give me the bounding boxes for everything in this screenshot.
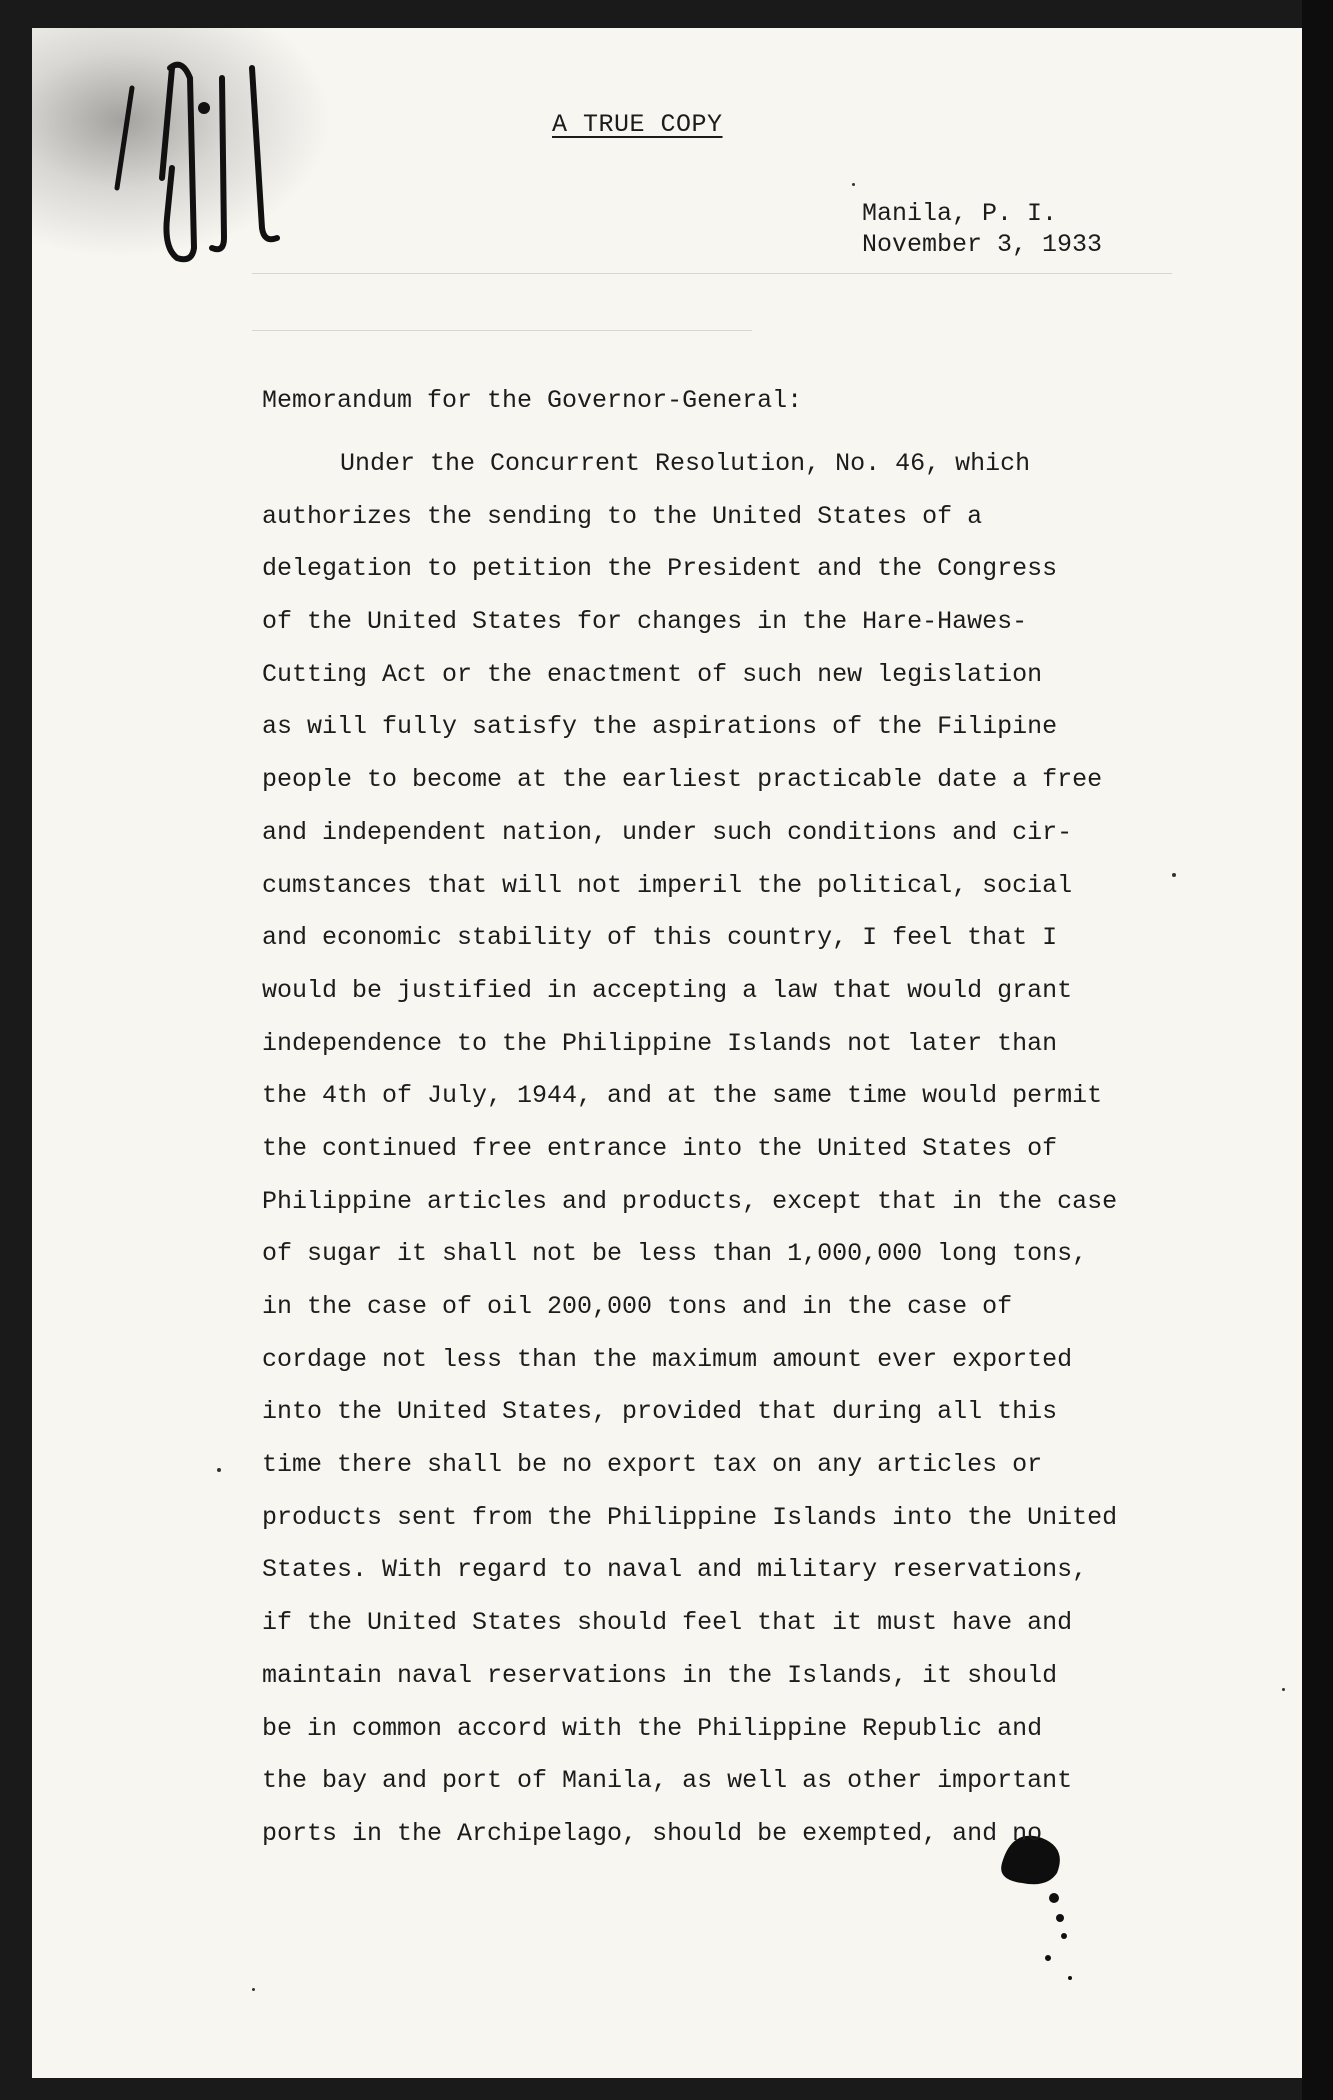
body-line: maintain naval reservations in the Islands, it should	[262, 1660, 1058, 1690]
scan-border	[1302, 0, 1333, 2100]
paper-speck	[217, 1468, 221, 1472]
show-through-line	[252, 273, 1172, 274]
body-line: of the United States for changes in the Hare-Hawes-	[262, 607, 1028, 637]
paper-speck	[1282, 1688, 1285, 1691]
salutation: Memorandum for the Governor-General:	[262, 386, 803, 415]
body-line: independence to the Philippine Islands not later than	[262, 1028, 1058, 1058]
document-header: A TRUE COPY	[552, 110, 723, 139]
body-line: products sent from the Philippine Islands into the United	[262, 1502, 1118, 1532]
body-line: delegation to petition the President and the Congress	[262, 554, 1058, 584]
show-through-line	[252, 330, 752, 331]
paper-speck	[252, 1988, 255, 1991]
body-line: as will fully satisfy the aspirations of the Filipine	[262, 712, 1058, 742]
body-line: of sugar it shall not be less than 1,000,000 long tons,	[262, 1239, 1088, 1269]
body-line: Cutting Act or the enactment of such new legislation	[262, 659, 1043, 689]
handwritten-mark-icon	[112, 48, 312, 278]
body-line: in the case of oil 200,000 tons and in the case of	[262, 1292, 1013, 1321]
body-line: the bay and port of Manila, as well as other important	[262, 1766, 1073, 1796]
body-line: if the United States should feel that it must have and	[262, 1608, 1073, 1638]
body-line: the continued free entrance into the United States of	[262, 1133, 1058, 1163]
document-page	[32, 28, 1302, 2078]
memorandum-body	[262, 438, 1182, 1861]
body-line: ports in the Archipelago, should be exempted, and no	[262, 1818, 1043, 1848]
body-line: and independent nation, under such conditions and cir-	[262, 817, 1073, 847]
body-line: time there shall be no export tax on any articles or	[262, 1450, 1043, 1480]
body-line: the 4th of July, 1944, and at the same time would permit	[262, 1081, 1103, 1111]
body-line: authorizes the sending to the United States of a	[262, 501, 983, 531]
date-line: November 3, 1933	[862, 230, 1103, 259]
body-line: would be justified in accepting a law that would grant	[262, 975, 1073, 1005]
body-line: States. With regard to naval and military reservations,	[262, 1555, 1088, 1585]
body-line: Philippine articles and products, except that in the case	[262, 1186, 1118, 1216]
paper-speck	[852, 183, 855, 186]
body-line: cordage not less than the maximum amount ever exported	[262, 1344, 1073, 1374]
body-line: Under the Concurrent Resolution, No. 46, which	[340, 449, 1031, 478]
body-line: people to become at the earliest practicable date a free	[262, 765, 1103, 795]
body-line: be in common accord with the Philippine Republic and	[262, 1713, 1043, 1743]
body-line: and economic stability of this country, I feel that I	[262, 923, 1058, 953]
place-line: Manila, P. I.	[862, 199, 1058, 228]
body-line: into the United States, provided that during all this	[262, 1397, 1058, 1427]
place-date-block	[862, 198, 1102, 260]
body-line: cumstances that will not imperil the political, social	[262, 870, 1073, 900]
